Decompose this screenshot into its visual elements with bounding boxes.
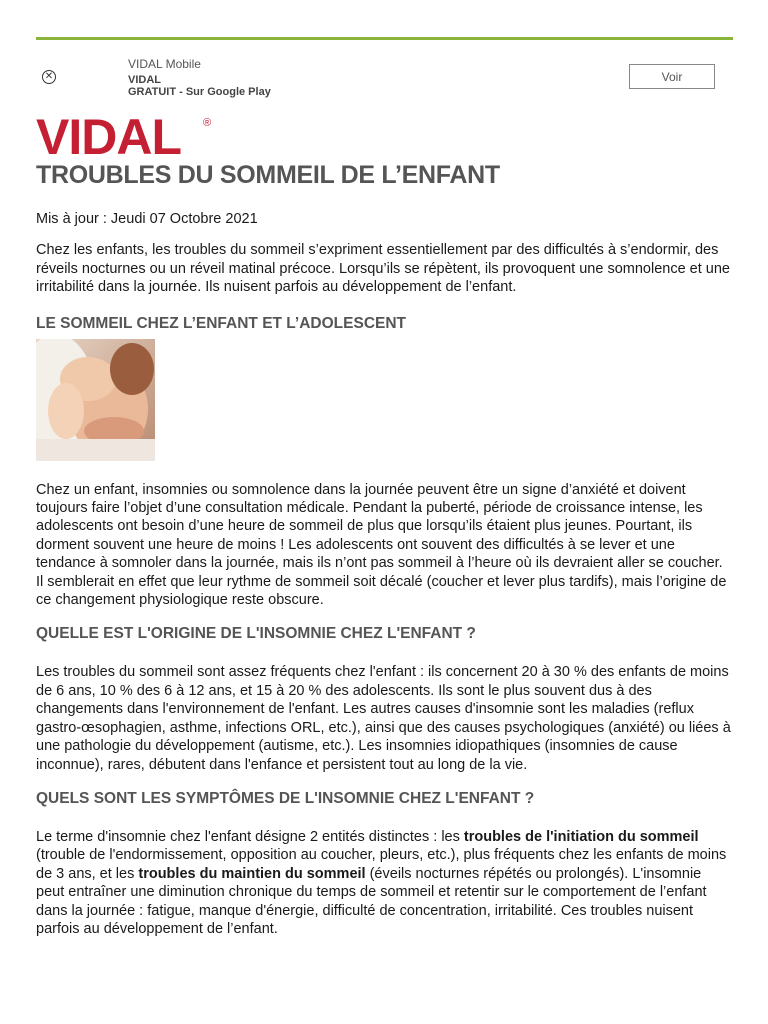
section-paragraph-symptoms (36, 828, 732, 938)
close-icon[interactable]: ✕ (42, 70, 56, 84)
section-heading-symptoms: QUELS SONT LES SYMPTÔMES DE L'INSOMNIE CHEZ L'ENFANT ? (36, 789, 535, 807)
app-install-banner (36, 37, 733, 117)
voir-button[interactable]: Voir (629, 64, 715, 89)
banner-price-store: GRATUIT - Sur Google Play (128, 86, 271, 98)
sleepy-child-photo (36, 339, 155, 461)
banner-app-name: VIDAL Mobile (128, 57, 201, 71)
banner-publisher: VIDAL (128, 74, 161, 86)
page-title: TROUBLES DU SOMMEIL DE L’ENFANT (36, 161, 500, 189)
section-heading-origin: QUELLE EST L'ORIGINE DE L'INSOMNIE CHEZ L'ENFANT ? (36, 625, 476, 643)
section-paragraph-sleep: Chez un enfant, insomnies ou somnolence dans la journée peuvent être un signe d’anxiété et doivent toujours faire l’objet d’une consultation médicale. Pendant la puberté, période de croissance intense, les adolescents ont besoin d’une heure de sommeil de plus que lorsqu’ils étaient plus jeunes. Pourtant, ils dorment souvent une heure de moins ! Les adolescents ont souvent des difficultés à se lever et une tendance à somnoler dans la journée, mais ils n’ont pas sommeil à l’heure où ils devraient aller se coucher. Il semblerait en effet que leur rythme de sommeil soit décalé (coucher et lever plus tardifs), mais l’origine de ce changement physiologique reste obscure. (36, 481, 727, 609)
intro-paragraph: Chez les enfants, les troubles du sommeil s’expriment essentiellement par des difficultés à s’endormir, des réveils nocturnes ou un réveil matinal précoce. Lorsqu’ils se répètent, ils provoquent une somnolence et une irritabilité dans la journée. Ils nuisent parfois au développement de l’enfant. (36, 242, 730, 296)
bold-term-initiation: troubles de l'initiation du sommeil (463, 828, 699, 845)
banner-text (128, 58, 271, 98)
update-date: Mis à jour : Jeudi 07 Octobre 2021 (36, 211, 258, 227)
vidal-logo[interactable] (36, 112, 226, 160)
section-heading-sleep: LE SOMMEIL CHEZ L’ENFANT ET L’ADOLESCENT (36, 314, 407, 332)
text-run: Le terme d'insomnie chez l'enfant désigne 2 entités distinctes : les (36, 828, 464, 845)
logo-text: VIDAL (36, 112, 181, 160)
section-paragraph-origin: Les troubles du sommeil sont assez fréquents chez l'enfant : ils concernent 20 à 30 % des enfants de moins de 6 ans, 10 % des 6 à 12 ans, et 15 à 20 % des adolescents. Ils sont le plus souvent dus à des changements dans l'environnement de l'enfant. Les autres causes d'insomnie sont les maladies (reflux gastro-œsophagien, asthme, infections ORL, etc.), ainsi que des causes psychologiques (anxiété) ou liées à une pathologie du développement (autisme, etc.). Les insomnies idiopathiques (insomnies de cause inconnue), rares, débutent dans l'enfance et persistent tout au long de la vie. (36, 664, 731, 773)
registered-mark: ® (203, 117, 212, 129)
text-run: (trouble de l'endormissement, opposition au coucher, pleurs, etc.), plus fréquents chez les enfants de moins de 3 ans, et les (36, 847, 727, 882)
article (36, 160, 732, 938)
text-run: (éveils nocturnes répétés ou prolongés). L'insomnie peut entraîner une diminution chronique du temps de sommeil et retentir sur le comportement de l’enfant dans la journée : fatigue, manque d'énergie, difficulté de concentration, irritabilité. Ces troubles nuisent parfois au développement de l’enfant. (36, 865, 707, 937)
bold-term-maintenance: troubles du maintien du sommeil (138, 865, 366, 882)
